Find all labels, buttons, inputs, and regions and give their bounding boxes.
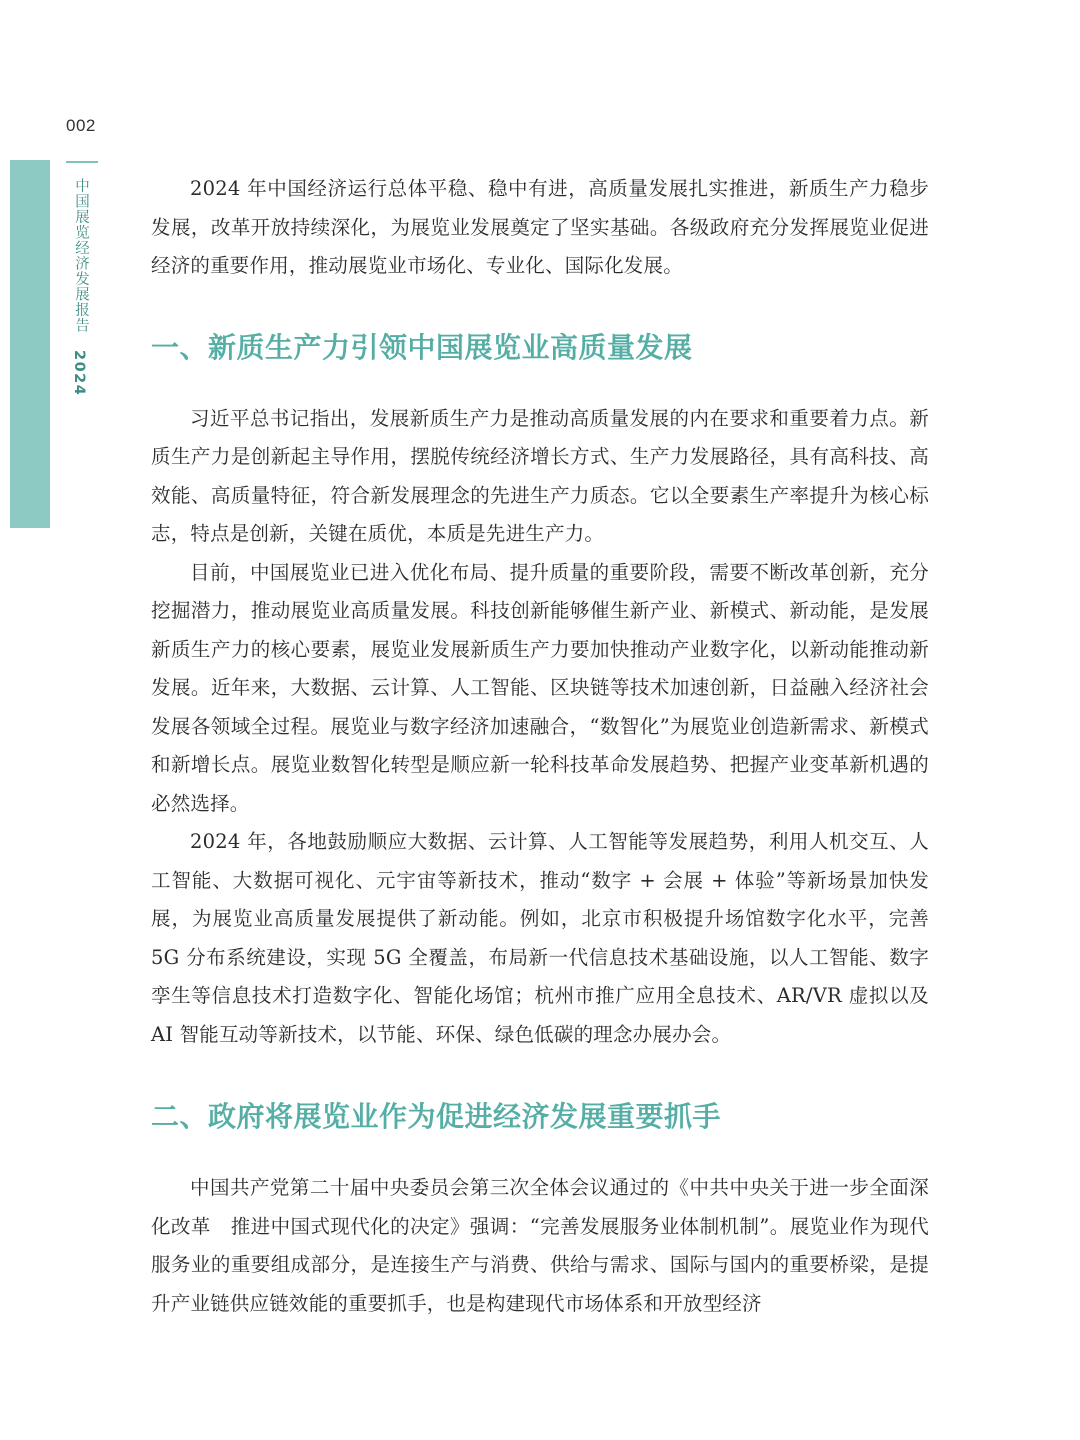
section-1-paragraph-2: 目前，中国展览业已进入优化布局、提升质量的重要阶段，需要不断改革创新，充分挖掘潜力，推动展览业高质量发展。科技创新能够催生新产业、新模式、新动能，是发展新质生产力的核心要素，展览业发展新质生产力要加快推动产业数字化，以新动能推动新发展。近年来，大数据、云计算、人工智能、区块链等技术加速创新，日益融入经济社会发展各领域全过程。展览业与数字经济加速融合，“数智化”为展览业创造新需求、新模式和新增长点。展览业数智化转型是顺应新一轮科技革命发展趋势、把握产业变革新机遇的必然选择。 [151,560,929,815]
section-2-heading: 二、政府将展览业作为促进经济发展重要抓手 [151,1100,722,1133]
side-color-band [10,160,50,528]
intro-paragraph: 2024 年中国经济运行总体平稳、稳中有进，高质量发展扎实推进，新质生产力稳步发展，改革开放持续深化，为展览业发展奠定了坚实基础。各级政府充分发挥展览业促进经济的重要作用，推动展览业市场化、专业化、国际化发展。 [151,177,929,277]
running-year: 2024 [71,350,87,397]
section-2-paragraph-1: 中国共产党第二十届中央委员会第三次全体会议通过的《中共中央关于进一步全面深化改革 推进中国式现代化的决定》强调：“完善发展服务业体制机制”。展览业作为现代服务业的重要组成部分，是连接生产与消费、供给与需求、国际与国内的重要桥梁，是提升产业链供应链效能的重要抓手，也是构建现代市场体系和开放型经济 [151,1176,929,1315]
page-body [151,170,929,1323]
section-1-paragraph-3: 2024 年，各地鼓励顺应大数据、云计算、人工智能等发展趋势，利用人机交互、人工智能、大数据可视化、元宇宙等新技术，推动“数字 + 会展 + 体验”等新场景加快发展，为展览业高质量发展提供了新动能。例如，北京市积极提升场馆数字化水平，完善 5G 分布系统建设，实现 5G 全覆盖，布局新一代信息技术基础设施，以人工智能、数字孪生等信息技术打造数字化、智能化场馆；杭州市推广应用全息技术、AR/VR 虚拟以及 AI 智能互动等新技术，以节能、环保、绿色低碳的理念办展办会。 [151,830,929,1046]
section-1-heading: 一、新质生产力引领中国展览业高质量发展 [151,330,693,364]
running-title: 中国展览经济发展报告 [73,178,89,333]
page-number: 002 [66,116,96,135]
side-divider [66,161,98,163]
section-1-paragraph-1: 习近平总书记指出，发展新质生产力是推动高质量发展的内在要求和重要着力点。新质生产力是创新起主导作用，摆脱传统经济增长方式、生产力发展路径，具有高科技、高效能、高质量特征，符合新发展理念的先进生产力质态。它以全要素生产率提升为核心标志，特点是创新，关键在质优，本质是先进生产力。 [151,406,929,545]
